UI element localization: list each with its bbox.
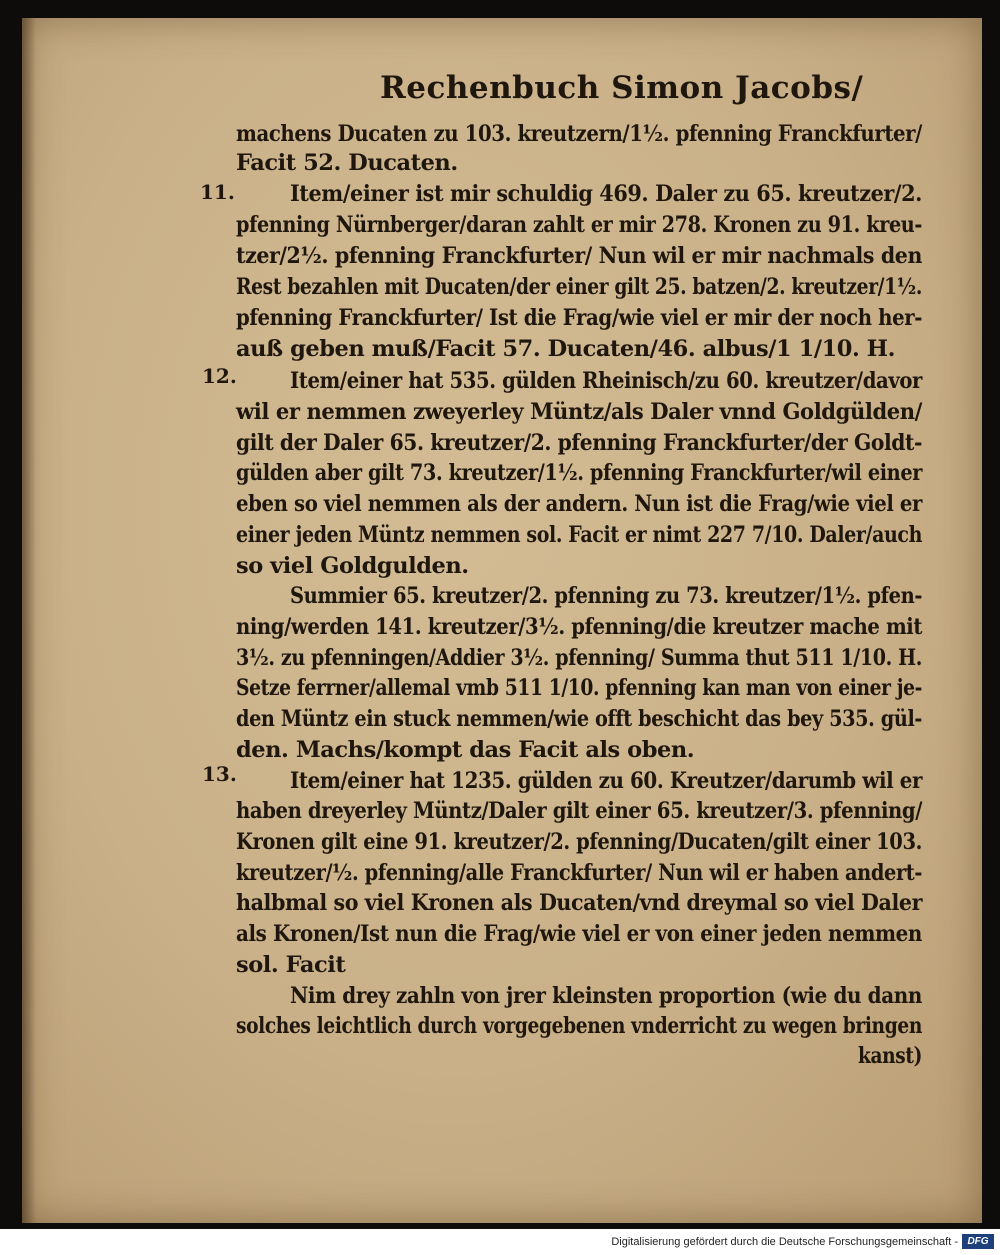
text-line: den. Machs/kompt das Facit als oben. <box>236 737 695 763</box>
text-line: gilt der Daler 65. kreutzer/2. pfenning Franckfurter/der Goldt- <box>236 430 922 456</box>
text-line: tzer/2½. pfenning Franckfurter/ Nun wil er mir nachmals den <box>236 243 922 269</box>
text-line: auß geben muß/Facit 57. Ducaten/46. albus/1 1/10. H. <box>236 336 895 362</box>
running-header: Rechenbuch Simon Jacobs/ <box>380 70 864 106</box>
page-gutter-shadow <box>22 18 36 1223</box>
text-line: haben dreyerley Müntz/Daler gilt einer 65. kreutzer/3. pfenning/ <box>236 798 922 824</box>
catchword: kanst) <box>858 1043 922 1069</box>
text-line: pfenning Nürnberger/daran zahlt er mir 278. Kronen zu 91. kreu- <box>236 212 922 238</box>
text-line: wil er nemmen zweyerley Müntz/als Daler vnnd Goldgülden/ <box>236 399 922 425</box>
text-line: eben so viel nemmen als der andern. Nun ist die Frag/wie viel er <box>236 491 923 517</box>
text-line: Item/einer hat 1235. gülden zu 60. Kreutzer/darumb wil er <box>290 768 923 794</box>
text-line: Item/einer hat 535. gülden Rheinisch/zu 60. kreutzer/davor <box>290 368 923 394</box>
text-line: sol. Facit <box>236 952 346 978</box>
footer-credit: Digitalisierung gefördert durch die Deutsche Forschungsgemeinschaft - <box>611 1236 958 1248</box>
footer-bar <box>0 1229 1000 1255</box>
text-line: Item/einer ist mir schuldig 469. Daler zu 65. kreutzer/2. <box>290 181 922 207</box>
text-line: Summier 65. kreutzer/2. pfenning zu 73. kreutzer/1½. pfen- <box>290 583 923 609</box>
text-line: halbmal so viel Kronen als Ducaten/vnd dreymal so viel Daler <box>236 890 923 916</box>
text-line: pfenning Franckfurter/ Ist die Frag/wie viel er mir der noch her- <box>236 305 923 331</box>
text-line: Setze ferrner/allemal vmb 511 1/10. pfenning kan man von einer je- <box>236 675 923 701</box>
text-line: machens Ducaten zu 103. kreutzern/1½. pfenning Franckfurter/ <box>236 121 922 147</box>
item-number: 12. <box>202 364 237 388</box>
text-line: kreutzer/½. pfenning/alle Franckfurter/ Nun wil er haben andert- <box>236 860 922 886</box>
item-number: 11. <box>200 180 235 204</box>
text-line: als Kronen/Ist nun die Frag/wie viel er von einer jeden nemmen <box>236 921 922 947</box>
item-number: 13. <box>202 762 237 786</box>
text-line: Facit 52. Ducaten. <box>236 150 458 176</box>
text-line: 3½. zu pfenningen/Addier 3½. pfenning/ Summa thut 511 1/10. H. <box>236 645 923 671</box>
text-line: solches leichtlich durch vorgegebenen vnderricht zu wegen bringen <box>236 1013 922 1039</box>
text-line: ning/werden 141. kreutzer/3½. pfenning/die kreutzer mache mit <box>236 614 923 640</box>
text-line: Rest bezahlen mit Ducaten/der einer gilt 25. batzen/2. kreutzer/1½. <box>236 274 922 300</box>
text-line: Nim drey zahln von jrer kleinsten proportion (wie du dann <box>290 983 922 1009</box>
text-line: Kronen gilt eine 91. kreutzer/2. pfenning/Ducaten/gilt einer 103. <box>236 829 923 855</box>
dfg-logo: DFG <box>962 1234 994 1249</box>
text-line: einer jeden Müntz nemmen sol. Facit er nimt 227 7/10. Daler/auch <box>236 522 923 548</box>
text-line: den Müntz ein stuck nemmen/wie offt beschicht das bey 535. gül- <box>236 706 922 732</box>
text-line: gülden aber gilt 73. kreutzer/1½. pfenning Franckfurter/wil einer <box>236 460 923 486</box>
text-line: so viel Goldgulden. <box>236 553 469 579</box>
